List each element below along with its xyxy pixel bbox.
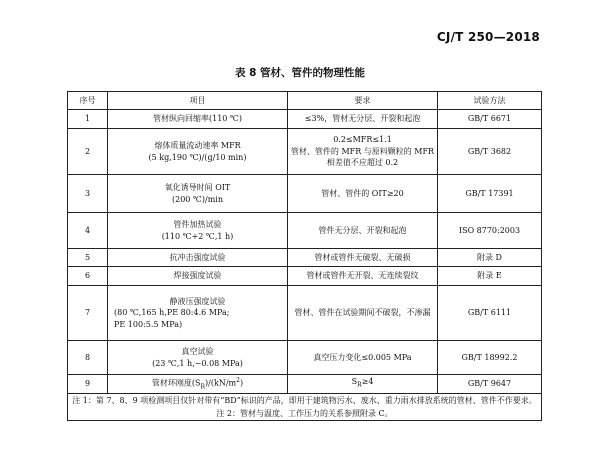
item-line: 管件加热试验 <box>173 220 222 229</box>
standard-code: CJ/T 250—2018 <box>436 30 540 44</box>
row-method: GB/T 17391 <box>438 175 542 213</box>
notes-row <box>68 394 542 421</box>
row-requirement: 管件无分层、开裂和起泡 <box>288 213 438 249</box>
row-number: 3 <box>68 175 108 213</box>
row-number: 5 <box>68 249 108 267</box>
requirement-line: 相差值不应超过 0.2 <box>326 158 399 168</box>
table-caption: 表 8 管材、管件的物理性能 <box>234 67 366 79</box>
requirement-subscript: R <box>357 382 362 390</box>
row-requirement: 管材或管件无破裂、无破损 <box>288 249 438 267</box>
row-number: 9 <box>68 375 108 394</box>
table-row <box>68 110 542 129</box>
table-row <box>68 213 542 249</box>
table-notes <box>68 394 542 421</box>
column-header-no: 序号 <box>68 92 108 110</box>
note-2: 注 2：管材与温度、工作压力的关系参照附录 C。 <box>216 409 393 418</box>
item-line: (5 kg,190 ℃)/(g/10 min) <box>148 152 247 162</box>
table-row <box>68 175 542 213</box>
row-method: GB/T 9647 <box>438 375 542 394</box>
item-line: 静液压强度试验 <box>169 296 226 306</box>
row-item <box>108 286 288 341</box>
row-requirement: ≤3%，管材无分层、开裂和起泡 <box>288 110 438 129</box>
row-requirement <box>288 375 438 394</box>
item-text: ) <box>239 378 244 388</box>
item-line: (200 ℃)/min <box>172 194 223 204</box>
row-item <box>108 129 288 175</box>
requirement-text: S <box>351 377 358 387</box>
row-item: 抗冲击强度试验 <box>108 249 288 267</box>
row-item <box>108 375 288 394</box>
requirement-line: 0.2≤MFR≤1.1 <box>333 135 392 145</box>
column-header-requirement: 要求 <box>288 92 438 110</box>
row-item: 焊接强度试验 <box>108 267 288 286</box>
row-item <box>108 213 288 249</box>
row-item <box>108 175 288 213</box>
item-line: 真空试验 <box>181 347 214 356</box>
table-row <box>68 341 542 375</box>
item-text: 管材环刚度(S <box>151 378 201 388</box>
row-number: 6 <box>68 267 108 286</box>
row-method: 附录 E <box>438 267 542 286</box>
item-line: PE 100:5.5 MPa) <box>114 319 183 329</box>
requirement-text: ≥4 <box>361 377 374 387</box>
table-header-row <box>68 92 542 110</box>
item-text: )/(kN/m <box>205 378 237 388</box>
table-row <box>68 286 542 341</box>
row-requirement: 管材或管件无开裂、无连续裂纹 <box>288 267 438 286</box>
row-method: GB/T 6671 <box>438 110 542 129</box>
item-line: 氧化诱导时间 OIT <box>164 183 231 192</box>
table-row <box>68 249 542 267</box>
item-subscript: R <box>200 383 206 391</box>
row-method: ISO 8770:2003 <box>438 213 542 249</box>
row-number: 7 <box>68 286 108 341</box>
item-superscript: 2 <box>236 377 240 385</box>
column-header-method: 试验方法 <box>438 92 542 110</box>
table-row <box>68 375 542 394</box>
row-item <box>108 341 288 375</box>
table-row <box>68 129 542 175</box>
row-number: 4 <box>68 213 108 249</box>
requirement-line: 管材、管件的 MFR 与原料颗粒的 MFR <box>290 146 435 156</box>
item-line: (23 ℃,1 h,−0.08 MPa) <box>152 358 243 368</box>
table-row <box>68 267 542 286</box>
row-number: 1 <box>68 110 108 129</box>
column-header-item: 项目 <box>108 92 288 110</box>
physical-properties-table <box>67 91 542 421</box>
row-number: 2 <box>68 129 108 175</box>
row-requirement: 真空压力变化≤0.005 MPa <box>288 341 438 375</box>
row-requirement <box>288 129 438 175</box>
note-1: 注 1：第 7、8、9 项检测项目仅针对带有“BD”标识的产品，即用于建筑物污水、废水、重力雨水排放系统的管材、管件不作要求。 <box>72 396 537 405</box>
row-method: GB/T 3682 <box>438 129 542 175</box>
row-method: GB/T 18992.2 <box>438 341 542 375</box>
row-method: GB/T 6111 <box>438 286 542 341</box>
row-method: 附录 D <box>438 249 542 267</box>
item-line: (80 ℃,165 h,PE 80:4.6 MPa; <box>114 308 230 318</box>
row-item: 管材纵向回缩率(110 ℃) <box>108 110 288 129</box>
row-requirement: 管材、管件在试验期间不破裂，不渗漏 <box>288 286 438 341</box>
item-line: (110 ℃+2 ℃,1 h) <box>161 231 234 241</box>
row-number: 8 <box>68 341 108 375</box>
row-requirement: 管材、管件的 OIT≥20 <box>288 175 438 213</box>
item-line: 熔体质量流动速率 MFR <box>154 141 241 150</box>
